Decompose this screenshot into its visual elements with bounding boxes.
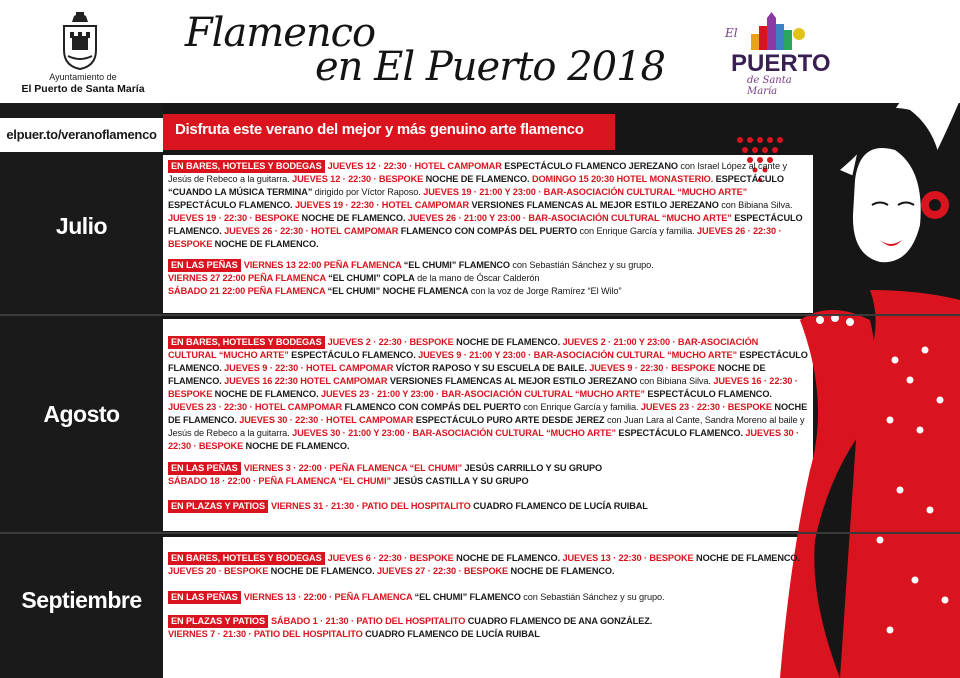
category-tag: EN LAS PEÑAS [168, 462, 241, 475]
logo-puerto-text: PUERTO [731, 50, 831, 77]
divider [0, 532, 960, 534]
event-date-venue: JUEVES 16 · 22:30 · BESPOKE [168, 376, 798, 399]
event-item [224, 363, 589, 373]
event-date-venue: JUEVES 9 · 22:30 · HOTEL CAMPOMAR [224, 363, 394, 373]
event-date-venue: SÁBADO 21 22:00 PEÑA FLAMENCA [168, 286, 326, 296]
crest-icon [58, 12, 102, 70]
event-title: “EL CHUMI” NOCHE FLAMENCA [325, 286, 469, 296]
event-title: VERSIONES FLAMENCAS AL MEJOR ESTILO JEREZANO [387, 376, 638, 386]
event-note: con Enrique García y familia. [520, 402, 641, 412]
city-label: El Puerto de Santa María [21, 83, 145, 95]
logo-el-text: El [725, 26, 738, 40]
event-date-venue: SÁBADO 18 · 22:00 · PEÑA FLAMENCA “EL CHUMI” [168, 476, 391, 486]
event-item [168, 273, 539, 283]
category-tag: EN BARES, HOTELES Y BODEGAS [168, 160, 325, 173]
event-item [328, 553, 563, 563]
event-title: VÍCTOR RAPOSO Y SU ESCUELA DE BAILE. [393, 363, 590, 373]
event-title: NOCHE DE FLAMENCO. [268, 566, 377, 576]
event-date-venue: JUEVES 6 · 22:30 · BESPOKE [327, 553, 454, 563]
event-date-venue: VIERNES 27 22:00 PEÑA FLAMENCA [168, 273, 326, 283]
event-item [168, 566, 377, 576]
poster-title-line1: Flamenco [184, 10, 376, 56]
event-note: con Sebastián Sánchez y su grupo. [520, 592, 665, 602]
event-date-venue: JUEVES 20 · BESPOKE [168, 566, 269, 576]
event-note: con Sebastián Sánchez y su grupo. [509, 260, 654, 270]
event-list [244, 592, 665, 602]
category-tag: EN PLAZAS Y PATIOS [168, 615, 268, 628]
event-note: con Bibiana Silva. [637, 376, 714, 386]
event-item [271, 616, 652, 626]
event-note: con la voz de Jorge Ramírez “El Wilo” [468, 286, 622, 296]
event-title: ESPECTÁCULO FLAMENCO. [168, 350, 808, 373]
month-septiembre: Septiembre [21, 587, 142, 613]
event-date-venue: JUEVES 9 · 22:30 · BESPOKE [589, 363, 716, 373]
event-title: NOCHE DE FLAMENCO. [453, 553, 563, 563]
event-date-venue: JUEVES 23 · 22:30 · BESPOKE [640, 402, 772, 412]
event-date-venue: JUEVES 19 · 21:00 Y 23:00 · BAR-ASOCIACIÓN CULTURAL “MUCHO ARTE” [423, 187, 748, 197]
event-item [168, 476, 529, 486]
event-note: con Juan Lara al Cante, Sandra Moreno al baile y Jesús de Rebeco a la guitarra. [168, 415, 805, 438]
event-title: NOCHE DE FLAMENCO. [453, 337, 563, 347]
event-date-venue: JUEVES 2 · 22:30 · BESPOKE [327, 337, 454, 347]
event-item [244, 592, 665, 602]
event-date-venue: SÁBADO 1 · 21:30 · PATIO DEL HOSPITALITO [271, 616, 466, 626]
event-title: ESPECTÁCULO FLAMENCO. [168, 213, 803, 236]
event-title: “EL CHUMI” COPLA [325, 273, 415, 283]
event-title: ESPECTÁCULO FLAMENCO. [288, 350, 419, 360]
event-item [295, 200, 793, 210]
event-title: VERSIONES FLAMENCAS AL MEJOR ESTILO JEREZANO [469, 200, 719, 210]
event-title: CUADRO FLAMENCO DE LUCÍA RUIBAL [470, 501, 648, 511]
event-title: NOCHE DE FLAMENCO. [508, 566, 615, 576]
event-item [321, 389, 772, 399]
event-title: ESPECTÁCULO “CUANDO LA MÚSICA TERMINA” [168, 174, 784, 197]
septiembre-plazas-block [168, 615, 808, 641]
event-item [168, 629, 540, 639]
event-date-venue: JUEVES 12 · 22:30 · BESPOKE [292, 174, 424, 184]
event-title: ESPECTÁCULO FLAMENCO. [615, 428, 746, 438]
event-date-venue: JUEVES 23 · 22:30 · HOTEL CAMPOMAR [168, 402, 343, 412]
event-date-venue: DOMINGO 15 20:30 HOTEL MONASTERIO. [531, 174, 714, 184]
event-list [168, 161, 803, 249]
event-item [292, 174, 532, 184]
event-date-venue: JUEVES 2 · 21:00 Y 23:00 · BAR-ASOCIACIÓN CULTURAL “MUCHO ARTE” [168, 337, 759, 360]
event-note: dirigido por Víctor Raposo. [312, 187, 424, 197]
event-item [292, 428, 745, 438]
category-tag: EN LAS PEÑAS [168, 591, 241, 604]
ayuntamiento-label: Ayuntamiento de [49, 72, 117, 82]
event-date-venue: JUEVES 19 · 22:30 · HOTEL CAMPOMAR [294, 200, 470, 210]
event-item [244, 463, 602, 473]
event-title: JESÚS CARRILLO Y SU GRUPO [462, 463, 603, 473]
event-title: NOCHE DE FLAMENCO. [212, 389, 321, 399]
septiembre-penas-block [168, 591, 808, 604]
event-title: NOCHE DE FLAMENCO. [168, 402, 808, 425]
event-item [271, 501, 648, 511]
banner-text: Disfruta este verano del mejor y más genuino arte flamenco [175, 121, 584, 138]
event-date-venue: VIERNES 31 · 21:30 · PATIO DEL HOSPITALITO [271, 501, 471, 511]
category-tag: EN BARES, HOTELES Y BODEGAS [168, 336, 325, 349]
event-date-venue: JUEVES 26 · 21:00 Y 23:00 · BAR-ASOCIACIÓN CULTURAL “MUCHO ARTE” [407, 213, 732, 223]
event-item [377, 566, 614, 576]
julio-penas-block [168, 259, 808, 298]
agosto-bares-block [168, 336, 808, 453]
month-agosto: Agosto [43, 401, 120, 427]
event-title: NOCHE DE FLAMENCO. [423, 174, 532, 184]
event-title: NOCHE DE FLAMENCO. [168, 363, 766, 386]
logo-santa-maria-text: de Santa María [747, 75, 792, 97]
month-julio: Julio [55, 213, 108, 239]
event-item [328, 337, 563, 347]
event-title: JESÚS CASTILLA Y SU GRUPO [390, 476, 529, 486]
event-note: con Enrique García y familia. [577, 226, 698, 236]
event-title: FLAMENCO CON COMPÁS DEL PUERTO [398, 226, 578, 236]
event-date-venue: JUEVES 26 · 22:30 · BESPOKE [168, 226, 782, 249]
event-title: CUADRO FLAMENCO DE LUCÍA RUIBAL [362, 629, 540, 639]
category-tag: EN BARES, HOTELES Y BODEGAS [168, 552, 325, 565]
event-date-venue: JUEVES 13 · 22:30 · BESPOKE [562, 553, 694, 563]
event-title: “EL CHUMI” FLAMENCO [401, 260, 510, 270]
category-tag: EN LAS PEÑAS [168, 259, 241, 272]
event-title: NOCHE DE FLAMENCO. [243, 441, 350, 451]
event-date-venue: JUEVES 27 · 22:30 · BESPOKE [377, 566, 509, 576]
event-list [168, 337, 808, 451]
event-item [168, 402, 641, 412]
event-date-venue: VIERNES 13 · 22:00 · PEÑA FLAMENCA [243, 592, 413, 602]
event-note: de la mano de Óscar Calderón [414, 273, 540, 283]
event-date-venue: VIERNES 13 22:00 PEÑA FLAMENCA [243, 260, 402, 270]
event-title: CUADRO FLAMENCO DE ANA GONZÁLEZ. [465, 616, 653, 626]
event-title: ESPECTÁCULO FLAMENCO JEREZANO [501, 161, 678, 171]
website-link[interactable]: elpuer.to/veranoflamenco [0, 118, 163, 152]
event-item [168, 286, 621, 296]
event-date-venue: VIERNES 7 · 21:30 · PATIO DEL HOSPITALITO [168, 629, 363, 639]
event-item [168, 213, 408, 223]
event-title: ESPECTÁCULO FLAMENCO. [644, 389, 772, 399]
event-title: NOCHE DE FLAMENCO. [693, 553, 800, 563]
divider [0, 314, 960, 316]
event-date-venue: JUEVES 26 · 22:30 · HOTEL CAMPOMAR [224, 226, 399, 236]
event-title: NOCHE DE FLAMENCO. [212, 239, 319, 249]
event-item [244, 260, 654, 270]
agosto-penas-block [168, 462, 808, 488]
event-item [224, 376, 713, 386]
event-date-venue: JUEVES 9 · 21:00 Y 23:00 · BAR-ASOCIACIÓN CULTURAL “MUCHO ARTE” [418, 350, 738, 360]
event-date-venue: JUEVES 30 · 22:30 · BESPOKE [168, 428, 799, 451]
julio-bares-block [168, 160, 808, 251]
event-title: NOCHE DE FLAMENCO. [299, 213, 408, 223]
event-date-venue: JUEVES 19 · 22:30 · BESPOKE [168, 213, 300, 223]
event-list [271, 501, 648, 511]
poster-title-line2: en El Puerto 2018 [315, 44, 665, 90]
event-title: FLAMENCO CON COMPÁS DEL PUERTO [342, 402, 521, 412]
event-item [224, 226, 697, 236]
event-title: “EL CHUMI” FLAMENCO [412, 592, 521, 602]
agosto-plazas-block [168, 500, 808, 513]
event-title: ESPECTÁCULO FLAMENCO. [168, 200, 295, 210]
event-date-venue: JUEVES 30 · 21:00 Y 23:00 · BAR-ASOCIACIÓN CULTURAL “MUCHO ARTE” [292, 428, 616, 438]
event-date-venue: JUEVES 16 22:30 HOTEL CAMPOMAR [224, 376, 388, 386]
event-date-venue: JUEVES 12 · 22:30 · HOTEL CAMPOMAR [327, 161, 502, 171]
category-tag: EN PLAZAS Y PATIOS [168, 500, 268, 513]
event-item [562, 553, 799, 563]
event-title: ESPECTÁCULO PURO ARTE DESDE JEREZ [413, 415, 605, 425]
event-note: con Bibiana Silva. [718, 200, 793, 210]
septiembre-bares-block [168, 552, 808, 578]
event-date-venue: VIERNES 3 · 22:00 · PEÑA FLAMENCA “EL CHUMI” [243, 463, 463, 473]
event-date-venue: JUEVES 23 · 21:00 Y 23:00 · BAR-ASOCIACIÓN CULTURAL “MUCHO ARTE” [321, 389, 645, 399]
event-date-venue: JUEVES 30 · 22:30 · HOTEL CAMPOMAR [239, 415, 414, 425]
event-note: con Israel López al cante y Jesús de Rebeco a la guitarra. [168, 161, 787, 184]
event-list [168, 260, 654, 296]
